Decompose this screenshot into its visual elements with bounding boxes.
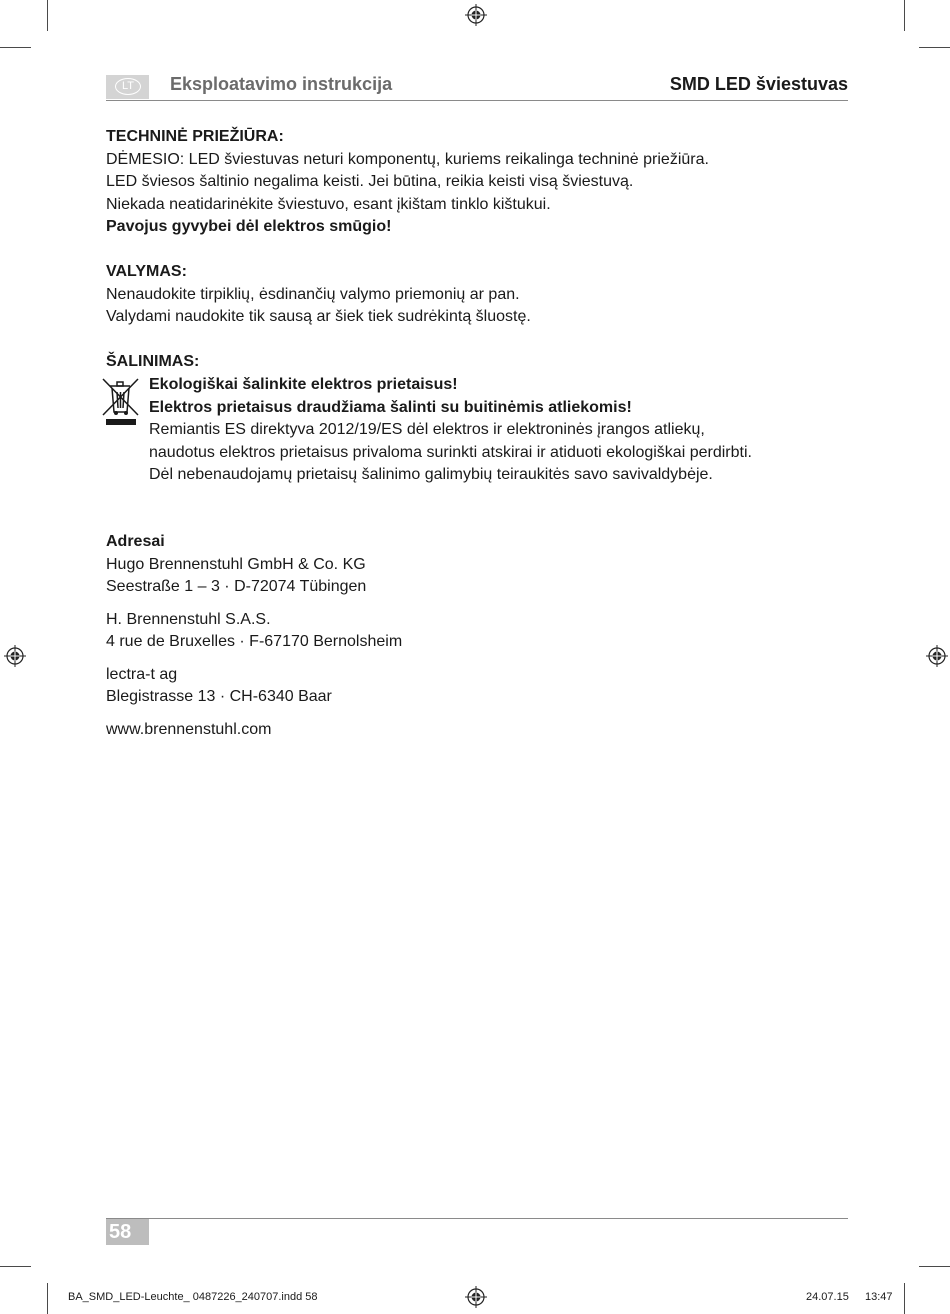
- paragraph-line: naudotus elektros prietaisus privaloma surinkti atskirai ir atiduoti ekologiškai perdirbti.: [149, 443, 752, 461]
- section-heading: TECHNINĖ PRIEŽIŪRA:: [106, 128, 284, 145]
- crop-mark: [919, 47, 950, 48]
- registration-mark-icon: [926, 645, 948, 667]
- address-street: Seestraße 1 – 3 · D-72074 Tübingen: [106, 578, 367, 595]
- paragraph-line: Remiantis ES direktyva 2012/19/ES dėl elektros ir elektroninės įrangos atliekų,: [149, 421, 705, 438]
- language-code: LT: [115, 78, 141, 95]
- maintenance-section: [106, 126, 709, 239]
- section-heading: Adresai: [106, 533, 165, 550]
- header-divider: [106, 100, 848, 101]
- crop-mark: [0, 1266, 31, 1267]
- registration-mark-icon: [465, 4, 487, 26]
- page-number: 58: [106, 1219, 149, 1245]
- print-slug-file: BA_SMD_LED-Leuchte_ 0487226_240707.indd 58: [68, 1291, 318, 1303]
- section-heading: ŠALINIMAS:: [106, 353, 200, 370]
- crop-mark: [919, 1266, 950, 1267]
- website-link[interactable]: www.brennenstuhl.com: [106, 720, 272, 738]
- disposal-emphasis-line: Elektros prietaisus draudžiama šalinti su buitinėmis atliekomis!: [149, 398, 632, 416]
- paragraph-line: LED šviesos šaltinio negalima keisti. Jei būtina, reikia keisti visą šviestuvą.: [106, 173, 634, 190]
- crop-mark: [904, 0, 905, 31]
- crop-mark: [904, 1283, 905, 1314]
- paragraph-line: Niekada neatidarinėkite šviestuvo, esant įkištam tinklo kištukui.: [106, 195, 551, 213]
- manual-title: Eksploatavimo instrukcija: [170, 74, 393, 94]
- print-slug-time: 13:47: [865, 1291, 893, 1303]
- crop-mark: [47, 0, 48, 31]
- paragraph-line: Dėl nebenaudojamų prietaisų šalinimo galimybių teiraukitės savo savivaldybėje.: [149, 466, 713, 483]
- address-name: lectra-t ag: [106, 665, 178, 683]
- disposal-heading-block: [106, 351, 199, 374]
- section-heading: VALYMAS:: [106, 263, 187, 280]
- crop-mark: [0, 47, 31, 48]
- paragraph-line: Valydami naudokite tik sausą ar šiek tiek sudrėkintą šluostę.: [106, 308, 531, 325]
- weee-crossed-bin-icon: [101, 377, 141, 427]
- address-name: Hugo Brennenstuhl GmbH & Co. KG: [106, 555, 366, 573]
- address-street: 4 rue de Bruxelles · F-67170 Bernolsheim: [106, 633, 403, 650]
- product-title: SMD LED šviestuvas: [669, 74, 848, 94]
- registration-mark-icon: [465, 1286, 487, 1308]
- cleaning-section: [106, 261, 531, 329]
- print-slug-date: 24.07.15: [806, 1291, 849, 1303]
- address-street: Blegistrasse 13 · CH-6340 Baar: [106, 688, 332, 705]
- paragraph-line: DĖMESIO: LED šviestuvas neturi komponentų, kuriems reikalinga techninė priežiūra.: [106, 150, 709, 168]
- warning-text: Pavojus gyvybei dėl elektros smūgio!: [106, 218, 392, 235]
- address-name: H. Brennenstuhl S.A.S.: [106, 610, 271, 628]
- crop-mark: [47, 1283, 48, 1314]
- disposal-text: [149, 374, 752, 487]
- paragraph-line: Nenaudokite tirpiklių, ėsdinančių valymo priemonių ar pan.: [106, 285, 520, 303]
- disposal-emphasis-line: Ekologiškai šalinkite elektros prietaisus!: [149, 376, 458, 393]
- footer-divider: [106, 1218, 848, 1219]
- language-badge: [106, 75, 149, 99]
- addresses-section: [106, 531, 402, 741]
- registration-mark-icon: [4, 645, 26, 667]
